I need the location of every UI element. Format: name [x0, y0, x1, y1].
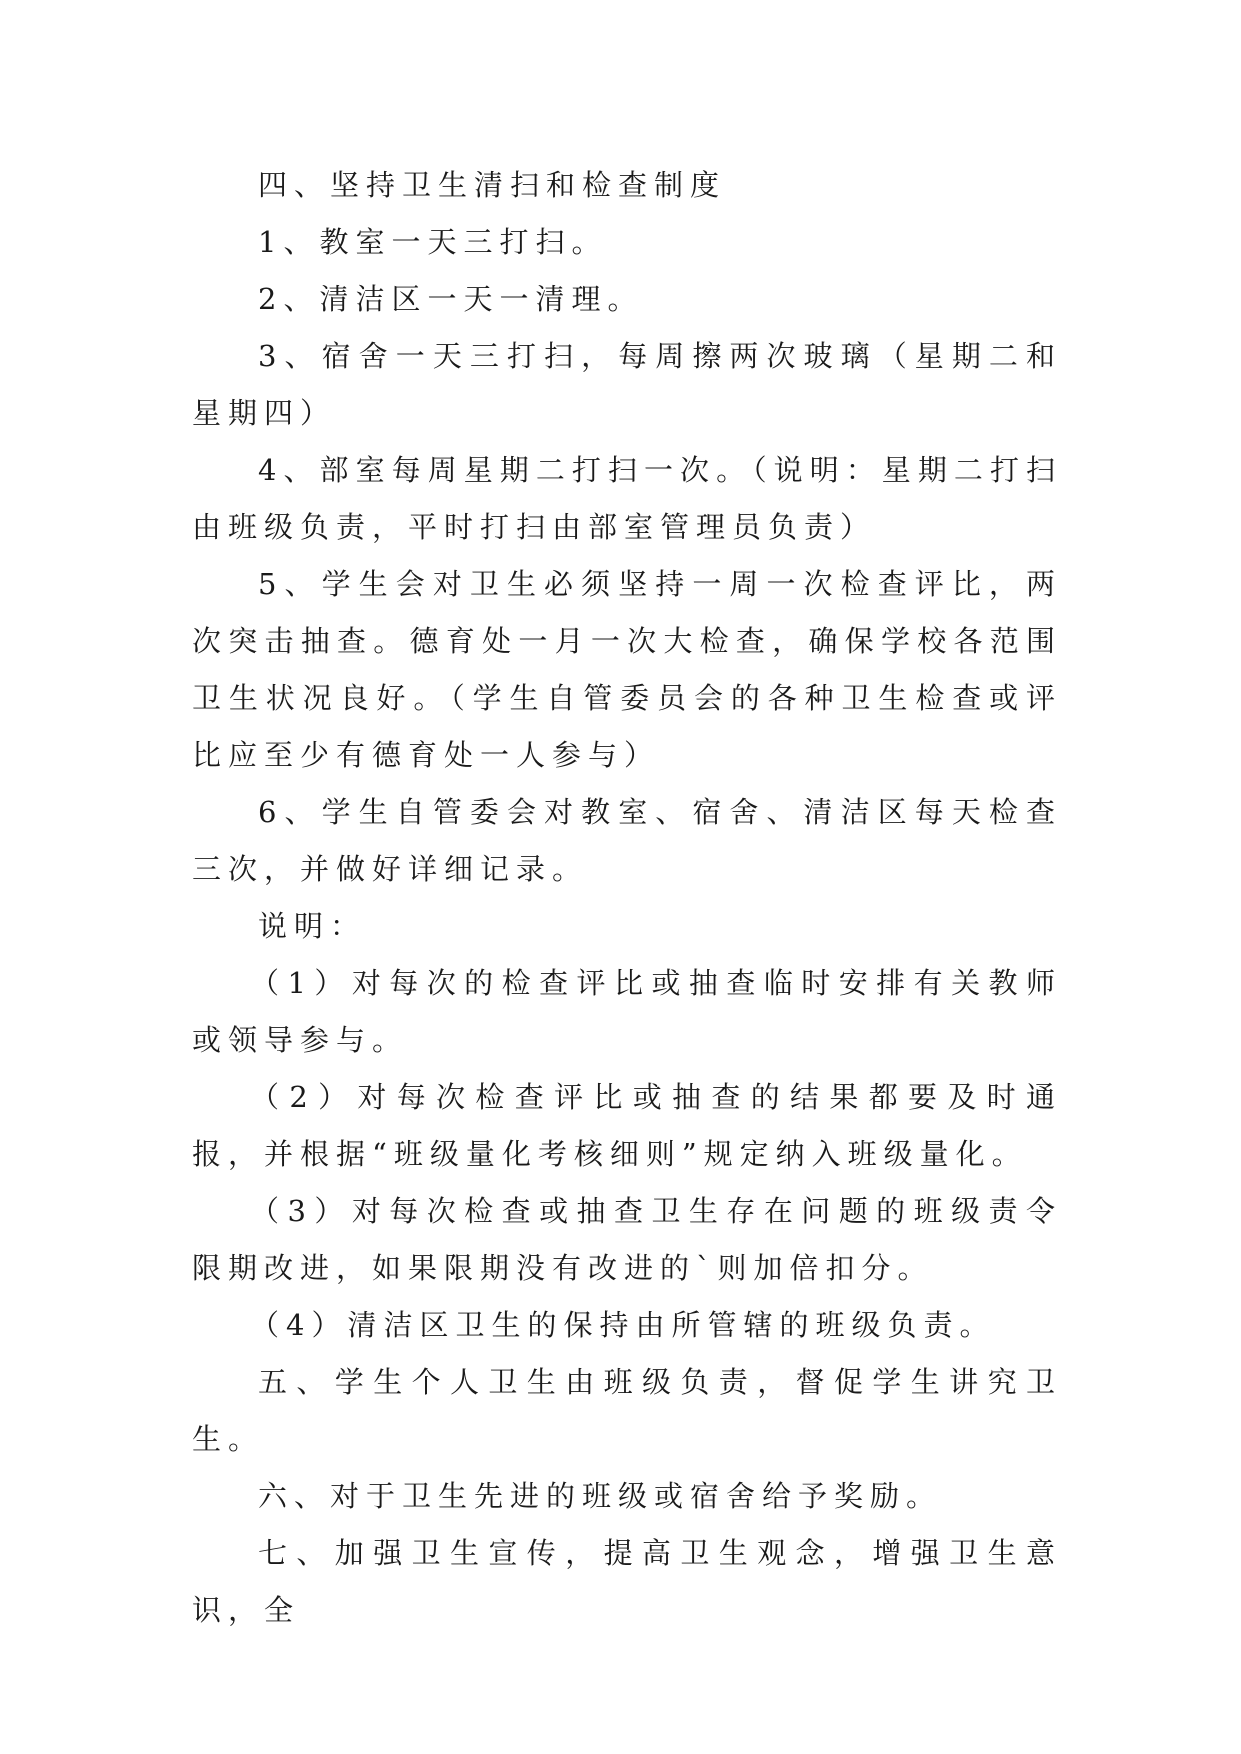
- section-heading-5: 五、学生个人卫生由班级负责，督促学生讲究卫生。: [192, 1365, 1062, 1456]
- note-item-1: （1）对每次的检查评比或抽查临时安排有关教师或领导参与。: [192, 966, 1062, 1057]
- paragraph-item-3: 3、宿舍一天三打扫，每周擦两次玻璃（星期二和星期四）: [192, 339, 1062, 430]
- section-heading-7: 七、加强卫生宣传，提高卫生观念，增强卫生意识，全: [192, 1536, 1062, 1627]
- paragraph-item-4: 4、部室每周星期二打扫一次。（说明：星期二打扫由班级负责，平时打扫由部室管理员负责）: [192, 453, 1062, 544]
- paragraph-item-6: 6、学生自管委会对教室、宿舍、清洁区每天检查三次，并做好详细记录。: [192, 795, 1062, 886]
- paragraph-item-5: 5、学生会对卫生必须坚持一周一次检查评比，两次突击抽查。德育处一月一次大检查，确保学校各范围卫生状况良好。（学生自管委员会的各种卫生检查或评比应至少有德育处一人参与）: [192, 567, 1062, 772]
- note-heading: 说明：: [258, 909, 367, 943]
- note-item-4: （4）清洁区卫生的保持由所管辖的班级负责。: [250, 1308, 996, 1342]
- section-heading-6: 六、对于卫生先进的班级或宿舍给予奖励。: [258, 1479, 943, 1513]
- note-item-3: （3）对每次检查或抽查卫生存在问题的班级责令限期改进，如果限期没有改进的`则加倍扣分。: [192, 1194, 1062, 1285]
- paragraph-item-2: 2、清洁区一天一清理。: [258, 282, 644, 316]
- paragraph-item-1: 1、教室一天三打扫。: [258, 225, 608, 259]
- section-heading-4: 四、坚持卫生清扫和检查制度: [258, 168, 727, 202]
- document-body: [192, 157, 1062, 1639]
- note-item-2: （2）对每次检查评比或抽查的结果都要及时通报，并根据“班级量化考核细则”规定纳入班级量化。: [192, 1080, 1062, 1171]
